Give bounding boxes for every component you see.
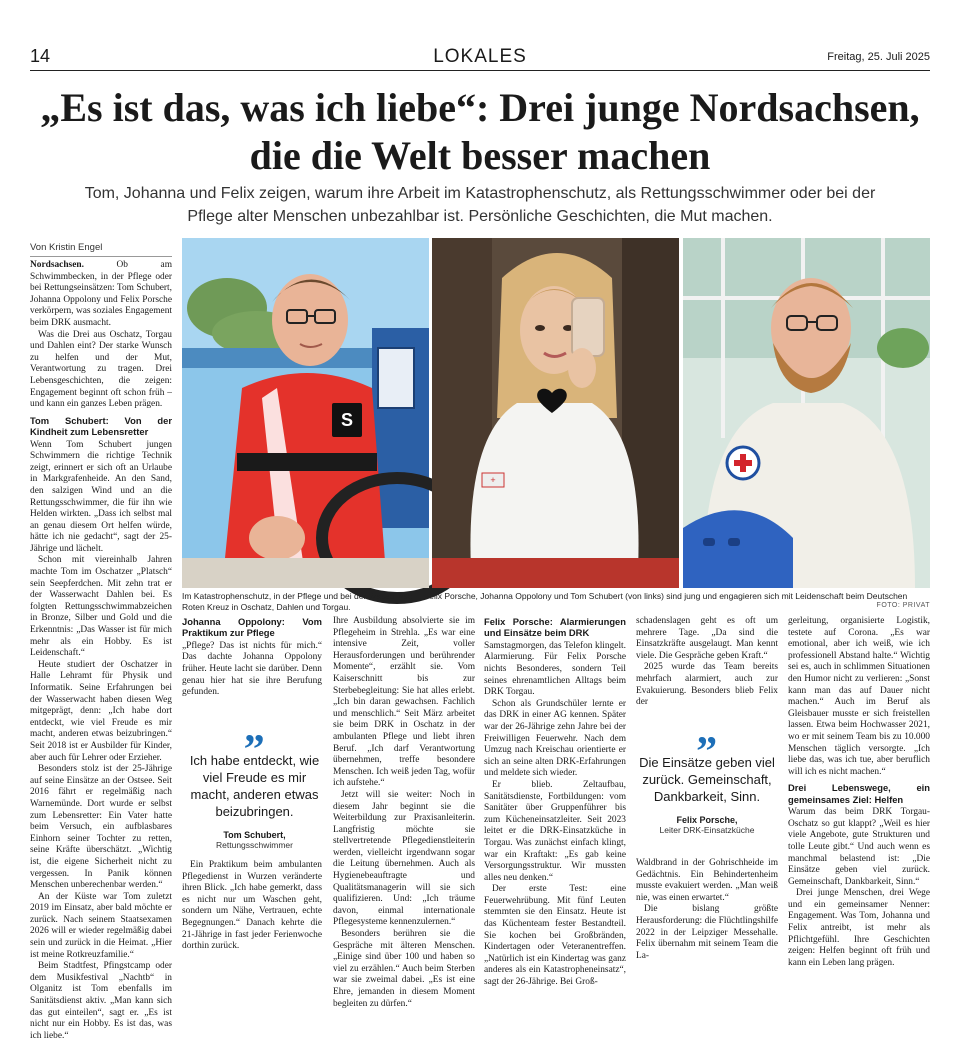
byline: Von Kristin Engel: [30, 242, 172, 257]
svg-text:+: +: [490, 475, 496, 485]
article-column-3: [333, 616, 475, 1009]
paragraph: Drei junge Menschen, drei Wege und ein gemeinsamer Nenner: Engagement. Was Tom, Johanna und Felix antreibt, ist mehr als Pflichtgefühl. Ihre Geschichten zeigen: Helfen beginnt oft früh und kann ein Leben lang prägen.: [788, 888, 930, 968]
paragraph: Besonders berühren sie die Gespräche mit älteren Menschen. „Einige sind über 100 und haben so viel zu erzählen.“ Auch beim Sterben war sie zweimal dabei. „Es ist eine Ehre, jemanden in diesem Moment begleiten zu dürfen.“: [333, 929, 475, 1009]
pull-quote-tom: [182, 705, 327, 850]
quote-text: Ich habe entdeckt, wie viel Freude es mir macht, anderen etwas beizubringen.: [189, 753, 320, 819]
issue-date: Freitag, 25. Juli 2025: [827, 51, 930, 63]
headline: „Es ist das, was ich liebe“: Drei junge Nordsachsen, die die Welt besser machen: [40, 85, 920, 178]
photo-tom-schubert: [683, 238, 930, 588]
paragraph: Wenn Tom Schubert jungen Schwimmern die richtige Technik zeigt, erinnert er sich oft an Urlaube in Markgrafenheide. An den Sand, den salzigen Wind und an die Rettungsschwimmer, die für ihn wie Helden wirkten. „Dass ich selbst mal an genau diesem Ort helfen würde, hätte ich nie gedacht“, sagt der 25-Jährige und lächelt.: [30, 439, 172, 554]
pull-quote-felix: [636, 707, 778, 835]
photo-felix-illustration: [182, 238, 429, 588]
article-column-2-continued: [182, 860, 322, 952]
paragraph: Samstagmorgen, das Telefon klingelt. Alarmierung. Für Felix Porsche nichts Besonderes, sondern Teil seines ehrenamtlichen Alltags beim DRK Torgau.: [484, 640, 626, 698]
photo-tom-illustration: [683, 238, 930, 588]
photo-johanna-illustration: [432, 238, 679, 588]
quote-mark-icon: „: [244, 705, 265, 751]
article-column-6: [788, 616, 930, 968]
intro-paragraph: Nordsachsen. Ob am Schwimmbecken, in der Pflege oder bei Rettungseinsätzen: Tom Schubert, Johanna Oppolony und Felix Porsche verkörpern, was soziales Engagement beim DRK ausmacht.: [30, 260, 172, 328]
paragraph: „Pflege? Das ist nichts für mich.“ Das dachte Johanna Oppolony früher. Heute lacht sie darüber. Denn genau hier hat sie ihre Berufung gefunden.: [182, 640, 322, 698]
paragraph: Was die Drei aus Oschatz, Torgau und Dahlen eint? Der starke Wunsch zu helfen und der Mut, Verantwortung zu tragen. Drei Lebensgeschichten, die zeigen: Engagement beginnt oft schon früh – und kann ein ganzes Leben prägen.: [30, 329, 172, 410]
masthead: [30, 44, 930, 71]
paragraph: Jetzt will sie weiter: Noch in diesem Jahr beginnt sie die Weiterbildung zur Praxisanleiterin. Langfristig möchte sie stellvertretende Pflegedienstleiterin werden, vielleicht irgendwann sogar die Leitung übernehmen. Auch als Hygienebeauftragte und Qualitätsmanagerin will sie sich qualifizieren. Und: „Ich träume davon, einmal internationale Pflegesysteme kennenzulernen.“: [333, 789, 475, 928]
paragraph: Der erste Test: eine Feuerwehrübung. Mit fünf Leuten stemmten sie den Einsatz. Heute ist das Küchenteam fester Bestandteil. Sie kochen bei Großbränden, Kindertagen oder Veteranentreffen. „Natürlich ist ein Kindertag was ganz anderes als ein Katastropheneinsatz“, sagt der 26-Jährige. Bei Groß-: [484, 884, 626, 988]
subheading-tom: Tom Schubert: Von der Kindheit zum Lebensretter: [30, 414, 172, 438]
quote-author: Felix Porsche,: [676, 815, 738, 825]
quote-role: Leiter DRK-Einsatzküche: [659, 825, 755, 835]
quote-text: Die Einsätze geben viel zurück. Gemeinschaft, Dankbarkeit, Sinn.: [639, 755, 775, 804]
subheadline: Tom, Johanna und Felix zeigen, warum ihre Arbeit im Katastrophenschutz, als Rettungsschwimmer oder bei der Pflege alter Menschen unbezahlbar ist. Persönliche Geschichten, die Mut machen.: [84, 185, 876, 225]
paragraph: Schon mit viereinhalb Jahren machte Tom im Oschatzer „Platsch“ sein Seepferdchen. Mit zehn trat er der Wasserwacht Dahlen bei. Es folgten Rettungsschwimmabzeichen in Bronze, Silber und Gold und die Erkenntnis: „Das Wasser ist für mich mehr als ein Hobby. Es ist Leidenschaft.“: [30, 555, 172, 659]
paragraph: Besonders stolz ist der 25-Jährige auf seine Einsätze an der Ostsee. Seit 2016 fährt er regelmäßig nach Warnemünde. Dort wurde er selbst zum Lebensretter: Ein Vater hatte beim Versuch, ein aufblasbares Einhorn seiner Tochter zu retten, seine Kräfte überschätzt. „Wichtig ist, die eigene Sicherheit nicht zu vergessen. In Panik können Menschen unberechenbar werden.“: [30, 764, 172, 891]
paragraph: Heute studiert der Oschatzer in Halle Lehramt für Physik und Informatik. Seine Erfahrungen bei der Wasserwacht haben diesen Weg mitgeprägt, denn: „Ich habe dort entdeckt, wie viel Freude es mir macht, anderen etwas beizubringen.“ Seit 2018 ist er Ausbilder für Kinder, aber auch für Lehrer oder Erzieher.: [30, 659, 172, 763]
article-column-4: [484, 616, 626, 988]
paragraph: An der Küste war Tom zuletzt 2019 im Einsatz, aber bald möchte er zurück. Nach seinem Staatsexamen 2026 will er wieder regelmäßig dabei sein und zurück in die Heimat. „Hier ist meine Rotkreuzfamilie.“: [30, 891, 172, 960]
subheading-felix: Felix Porsche: Alarmierungen und Einsätze beim DRK: [484, 616, 626, 639]
paragraph: Warum das beim DRK Torgau-Oschatz so gut klappt? „Weil es hier viele Angebote, gute Strukturen und tolle Leute gibt.“ Und auch wenn es manchmal belastend ist: „Die Einsätze geben viel zurück. Gemeinschaft, Dankbarkeit, Sinn.“: [788, 807, 930, 887]
article-column-1: [30, 260, 172, 1041]
photo-caption: Im Katastrophenschutz, in der Pflege und bei der Wasserwacht: Felix Porsche, Johanna Oppolony und Tom Schubert (von links) sind jung und engagieren sich mit Leidenschaft beim Deutschen Roten Kreuz in Oschatz, Dahlen und Torgau.: [182, 591, 908, 612]
paragraph: Die bislang größte Herausforderung: die Flüchtlingshilfe 2022 in der Leipziger Messehalle. Felix übernahm mit seinem Team die La-: [636, 904, 778, 961]
photo-johanna-oppolony: [432, 238, 679, 588]
paragraph: Ihre Ausbildung absolvierte sie im Pflegeheim in Strehla. „Es war eine intensive Zeit, voller Herausforderungen und berührender Momente“, erzählt sie. Vom Kaiserschnitt bis zur Sterbebegleitung: Sie hat alles erlebt. „Ich bin daran gewachsen. Fachlich und menschlich.“ Seit März arbeitet sie beim DRK in Oschatz in der ambulanten Pflege und liebt ihren Beruf. „Ich darf Verantwortung übernehmen, treffe besondere Menschen. Ich weiß jeden Tag, wofür ich aufstehe.“: [333, 616, 475, 789]
quote-mark-icon: „: [696, 707, 718, 753]
page-number: 14: [30, 46, 51, 66]
paragraph: Waldbrand in der Gohrischheide im Gedächtnis. Ein Behindertenheim musste evakuiert werden. „Man weiß nie, was einen erwartet.“: [636, 858, 778, 903]
subheading-closing: Drei Lebenswege, ein gemeinsames Ziel: Helfen: [788, 782, 930, 805]
paragraph: gerleitung, organisierte Logistik, testete auf Corona. „Es war emotional, aber ich weiß, wie ich professionell Abstand halte.“ Wichtig sei es, auch in schlimmen Situationen den Humor nicht zu verlieren: „Sonst kann man das auf Dauer nicht machen.“ Auch im Beruf als Gleisbauer musste er sich freistellen lassen. Etwa beim Hochwasser 2021, wo er mit seinem Team bis zu 10.000 Menschen täglich versorgte. „Ich liebe das, was ich tue, aber beruflich will ich es nicht machen.“: [788, 616, 930, 777]
quote-role: Rettungsschwimmer: [216, 840, 293, 850]
paragraph: Er blieb. Zeltaufbau, Sanitätsdienste, Fortbildungen: vom Sanitäter über Gruppenführer bis zum Kücheneinsatzleiter. Seit 2023 leitet er die DRK-Einsatzküche in Torgau. Was zunächst einfach klingt, war ein Kraftakt: „Es gab keine Versorgungsstruktur. Wir mussten alles neu denken.“: [484, 779, 626, 883]
quote-author: Tom Schubert,: [223, 830, 286, 840]
dateline: Nordsachsen.: [30, 260, 84, 270]
subheading-johanna: Johanna Oppolony: Vom Praktikum zur Pflege: [182, 616, 322, 639]
paragraph: schadenslagen geht es oft um mehrere Tage. „Da sind die Einsatzkräfte ausgelaugt. Man kennt viele. Die Gespräche geben Kraft.“: [636, 616, 778, 661]
paragraph: Schon als Grundschüler lernte er das DRK in einer AG kennen. Später war der 26-Jährige zehn Jahre bei der Freiwilligen Feuerwehr. Nach dem Umzug nach Kreischau orientierte er sich an seine alten DRK-Erfahrungen und meldete sich wieder.: [484, 698, 626, 779]
photo-felix-porsche: [182, 238, 429, 588]
article-column-5: [636, 616, 778, 716]
svg-text:S: S: [340, 410, 354, 430]
paragraph: Beim Stadtfest, Pfingstcamp oder dem Musikfestival „Nachtb“ in Olganitz ist Tom ebenfalls im Sanitätsdienst aktiv. „Man kann sich das gut einteilen“, sagt er. „Es ist nicht nur ein Hobby. Es ist das, was ich liebe.“: [30, 961, 172, 1041]
section-title: LOKALES: [433, 46, 527, 67]
article-column-5-continued: [636, 858, 778, 961]
paragraph: 2025 wurde das Team bereits mehrfach alarmiert, auch zur Evakuierung. Besonders blieb Felix der: [636, 662, 778, 708]
photo-credit: FOTO: PRIVAT: [876, 602, 930, 609]
paragraph: Ein Praktikum beim ambulanten Pflegedienst in Wurzen veränderte ihren Blick. „Ich habe gemerkt, dass es nicht nur um Waschen geht, sondern um Nähe, Vertrauen, echte Begegnungen.“ Danach kehrte die 21-Jährige in fast jeder Ferienwoche dorthin zurück.: [182, 860, 322, 952]
